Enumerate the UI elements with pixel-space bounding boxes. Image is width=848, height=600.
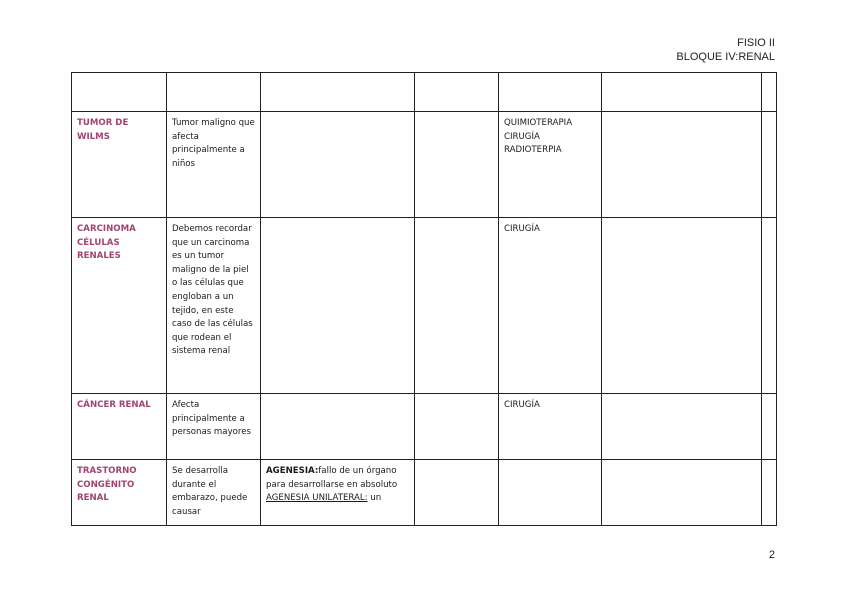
treatment-cell (499, 112, 602, 218)
header-cell (602, 73, 762, 112)
disease-description: Tumor maligno que afecta principalmente a niños (167, 112, 261, 218)
header-cell (415, 73, 499, 112)
edge-cell (762, 218, 777, 394)
empty-cell (415, 460, 499, 526)
table-header-row (72, 73, 777, 112)
definition-agenesia: fallo de un órgano para desarrollarse en absoluto (266, 466, 398, 490)
header-cell (72, 73, 167, 112)
empty-cell (499, 460, 602, 526)
empty-cell (602, 460, 762, 526)
disease-description: Afecta principalmente a personas mayores (167, 394, 261, 460)
table-row (72, 394, 777, 460)
table-row (72, 218, 777, 394)
empty-cell (261, 112, 415, 218)
definition-agenesia-unilateral: un (367, 493, 382, 504)
disease-table (71, 72, 777, 526)
edge-cell (762, 460, 777, 526)
disease-name: TUMOR DE WILMS (72, 112, 167, 218)
empty-cell (415, 394, 499, 460)
treatment-item: CIRUGÍA (504, 131, 540, 142)
disease-description: Se desarrolla durante el embarazo, puede causar (167, 460, 261, 526)
types-cell (261, 460, 415, 526)
empty-cell (261, 394, 415, 460)
header-cell (261, 73, 415, 112)
empty-cell (602, 112, 762, 218)
treatment-cell (499, 218, 602, 394)
page-header (676, 36, 775, 64)
block-title: BLOQUE IV:RENAL (676, 51, 775, 63)
disease-description: Debemos recordar que un carcinoma es un tumor maligno de la piel o las células que engloban a un tejido, en este caso de las células que rodean el sistema renal (167, 218, 261, 394)
term-agenesia-unilateral: AGENESIA UNILATERAL: (266, 493, 368, 504)
page-number: 2 (768, 549, 775, 561)
disease-name: TRASTORNO CONGÉNITO RENAL (72, 460, 167, 526)
disease-name: CARCINOMA CÉLULAS RENALES (72, 218, 167, 394)
treatment-item: RADIOTERPIA (504, 145, 562, 156)
treatment-item: QUIMIOTERAPIA (504, 118, 573, 128)
empty-cell (602, 394, 762, 460)
edge-cell (762, 112, 777, 218)
edge-cell (762, 73, 777, 112)
empty-cell (415, 218, 499, 394)
header-cell (167, 73, 261, 112)
course-title: FISIO II (737, 37, 775, 49)
term-agenesia: AGENESIA: (266, 466, 319, 476)
empty-cell (602, 218, 762, 394)
treatment-item: CIRUGÍA (504, 224, 540, 234)
empty-cell (261, 218, 415, 394)
treatment-cell (499, 394, 602, 460)
treatment-item: CIRUGÍA (504, 400, 540, 410)
disease-name: CÁNCER RENAL (72, 394, 167, 460)
table-row (72, 460, 777, 526)
edge-cell (762, 394, 777, 460)
table-row (72, 112, 777, 218)
header-cell (499, 73, 602, 112)
empty-cell (415, 112, 499, 218)
